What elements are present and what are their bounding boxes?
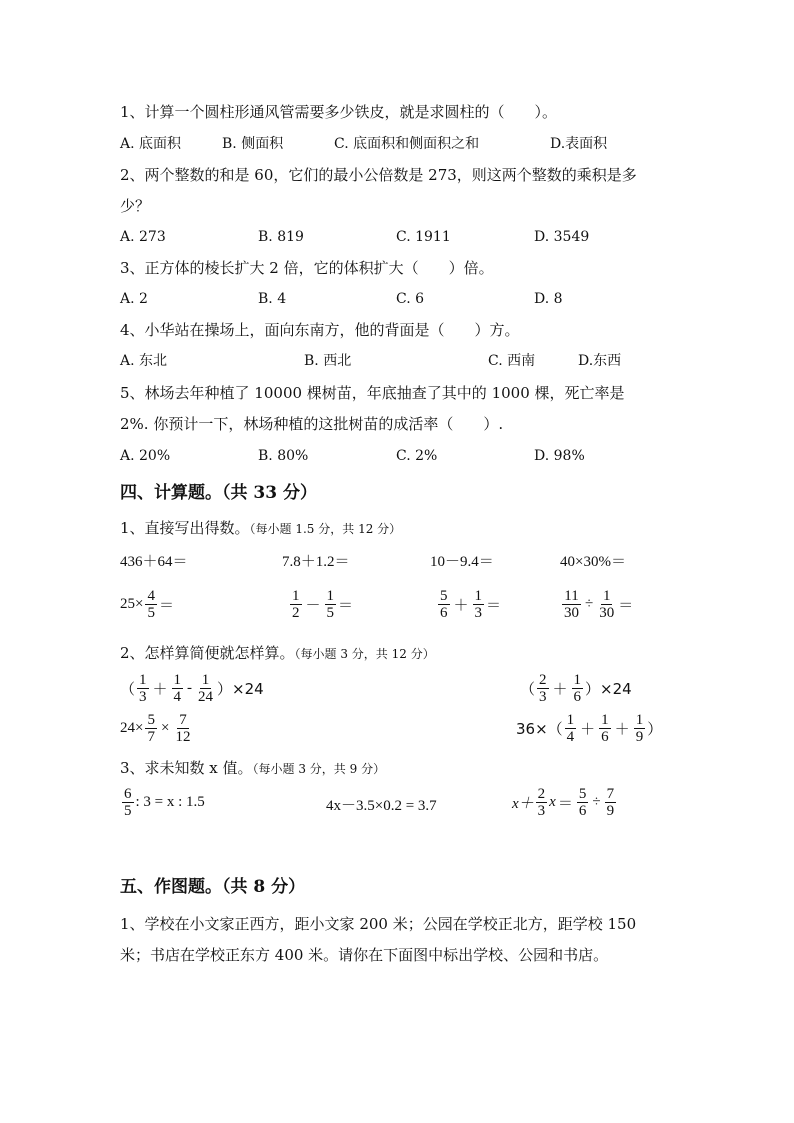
q4-option-b: B. 西北 xyxy=(304,353,352,369)
q2-option-d: D. 3549 xyxy=(534,229,590,245)
question-4-stem: 4、小华站在操场上，面向东南方，他的背面是（ ）方。 xyxy=(120,321,520,339)
fraction: 5 6 xyxy=(440,588,448,621)
fraction: 1 24 xyxy=(198,672,214,705)
q3-option-a: A. 2 xyxy=(120,291,148,307)
question-2-stem-line1: 2、两个整数的和是 60，它们的最小公倍数是 273，则这两个整数的乘积是多 xyxy=(120,166,637,184)
part-1-note: （每小题 1.5 分，共 12 分） xyxy=(249,522,402,536)
q1-option-d: D.表面积 xyxy=(550,136,608,152)
fraction: 1 4 xyxy=(566,712,575,745)
equation-3: x＋ 2 3 x ＝ $\frac{5}{6}$ ÷ $\frac{7}{9}$ xyxy=(512,786,615,819)
fraction: $\frac{1}{30}$ xyxy=(599,588,615,621)
q1-option-c: C. 底面积和侧面积之和 xyxy=(334,136,480,152)
fraction: $\frac{5}{6}$ xyxy=(578,786,587,819)
question-3-stem: 3、正方体的棱长扩大 2 倍，它的体积扩大（ ）倍。 xyxy=(120,259,494,277)
fraction: 1 4 xyxy=(173,672,182,705)
q5-option-b: B. 80% xyxy=(258,448,309,464)
fraction: 2 3 xyxy=(537,786,546,819)
fraction: $\frac{5}{7}$ xyxy=(147,712,155,745)
simplify-1: （ 1 3 ＋ 1 4 - 1 24 ）×24 xyxy=(120,672,264,705)
calc-3: 10－9.4＝ xyxy=(430,554,494,570)
q2-option-b: B. 819 xyxy=(258,229,304,245)
question-1-stem: 1、计算一个圆柱形通风管需要多少铁皮，就是求圆柱的（ ）。 xyxy=(120,103,558,121)
equation-1: 6 5 : 3 = x : 1.5 xyxy=(124,786,205,819)
simplify-2: （ 2 3 ＋ 1 6 ）×24 xyxy=(520,672,632,705)
fraction: 1 9 xyxy=(635,712,644,745)
section-5-title: 五、作图题。（共 8 分） xyxy=(120,877,306,897)
fraction: $\frac{7}{12}$ xyxy=(175,712,191,745)
calc-1: 436＋64＝ xyxy=(120,554,188,570)
q5-option-c: C. 2% xyxy=(396,448,438,464)
q4-option-d: D.东西 xyxy=(578,353,622,369)
fraction: 1 6 xyxy=(601,712,609,745)
part-3-heading xyxy=(120,758,385,779)
calc-2: 7.8＋1.2＝ xyxy=(282,554,350,570)
calc-5: 25× $\frac{4}{5}$ ＝ xyxy=(120,588,174,621)
fraction: 2 3 xyxy=(539,672,547,705)
q3-option-c: C. 6 xyxy=(396,291,425,307)
section-4-title: 四、计算题。（共 33 分） xyxy=(120,483,317,503)
fraction: 1 5 xyxy=(326,588,335,621)
simplify-3: 24× $\frac{5}{7}$ × $\frac{7}{12}$ xyxy=(120,712,191,745)
part-2-heading xyxy=(120,643,435,664)
calc-4: 40×30%＝ xyxy=(560,554,626,570)
calc-6: 1 2 － 1 5 ＝ xyxy=(292,588,354,621)
question-5-stem-line2: 2%. 你预计一下，林场种植的这批树苗的成活率（ ）. xyxy=(120,415,504,433)
fraction: 1 3 xyxy=(474,588,483,621)
fraction: 1 2 xyxy=(292,588,300,621)
fraction: 6 5 xyxy=(124,786,132,819)
drawing-question-line1: 1、学校在小文家正西方，距小文家 200 米；公园在学校正北方，距学校 150 xyxy=(120,915,637,933)
part-1-label: 1、直接写出得数。 xyxy=(120,519,250,537)
q3-option-b: B. 4 xyxy=(258,291,287,307)
q1-option-a: A. 底面积 xyxy=(120,136,182,152)
fraction: 1 3 xyxy=(139,672,147,705)
part-1-heading xyxy=(120,518,401,539)
calc-8: $\frac{11}{30}$ ÷ $\frac{1}{30}$ ＝ xyxy=(564,588,634,621)
part-2-label: 2、怎样算简便就怎样算。 xyxy=(120,644,295,662)
part-2-note: （每小题 3 分，共 12 分） xyxy=(294,647,435,661)
drawing-question-line2: 米；书店在学校正东方 400 米。请你在下面图中标出学校、公园和书店。 xyxy=(120,946,609,964)
q3-option-d: D. 8 xyxy=(534,291,563,307)
q4-option-a: A. 东北 xyxy=(120,353,168,369)
q2-option-c: C. 1911 xyxy=(396,229,451,245)
part-3-label: 3、求未知数 x 值。 xyxy=(120,759,253,777)
fraction: $\frac{4}{5}$ xyxy=(147,588,155,621)
part-3-note: （每小题 3 分，共 9 分） xyxy=(252,762,386,776)
q4-option-c: C. 西南 xyxy=(488,353,536,369)
q1-option-b: B. 侧面积 xyxy=(222,136,284,152)
fraction: 1 6 xyxy=(573,672,582,705)
q5-option-a: A. 20% xyxy=(120,448,171,464)
fraction: $\frac{7}{9}$ xyxy=(606,786,615,819)
equation-2: 4x－3.5×0.2 = 3.7 xyxy=(326,798,437,814)
q5-option-d: D. 98% xyxy=(534,448,585,464)
fraction: $\frac{11}{30}$ xyxy=(564,588,579,621)
question-2-stem-line2: 少？ xyxy=(120,197,151,215)
simplify-4: 36×（ 1 4 ＋ 1 6 ＋ 1 9 ） xyxy=(516,712,663,745)
calc-7: 5 6 ＋ 1 3 ＝ xyxy=(440,588,502,621)
q2-option-a: A. 273 xyxy=(120,229,166,245)
question-5-stem-line1: 5、林场去年种植了 10000 棵树苗，年底抽查了其中的 1000 棵，死亡率是 xyxy=(120,384,625,402)
